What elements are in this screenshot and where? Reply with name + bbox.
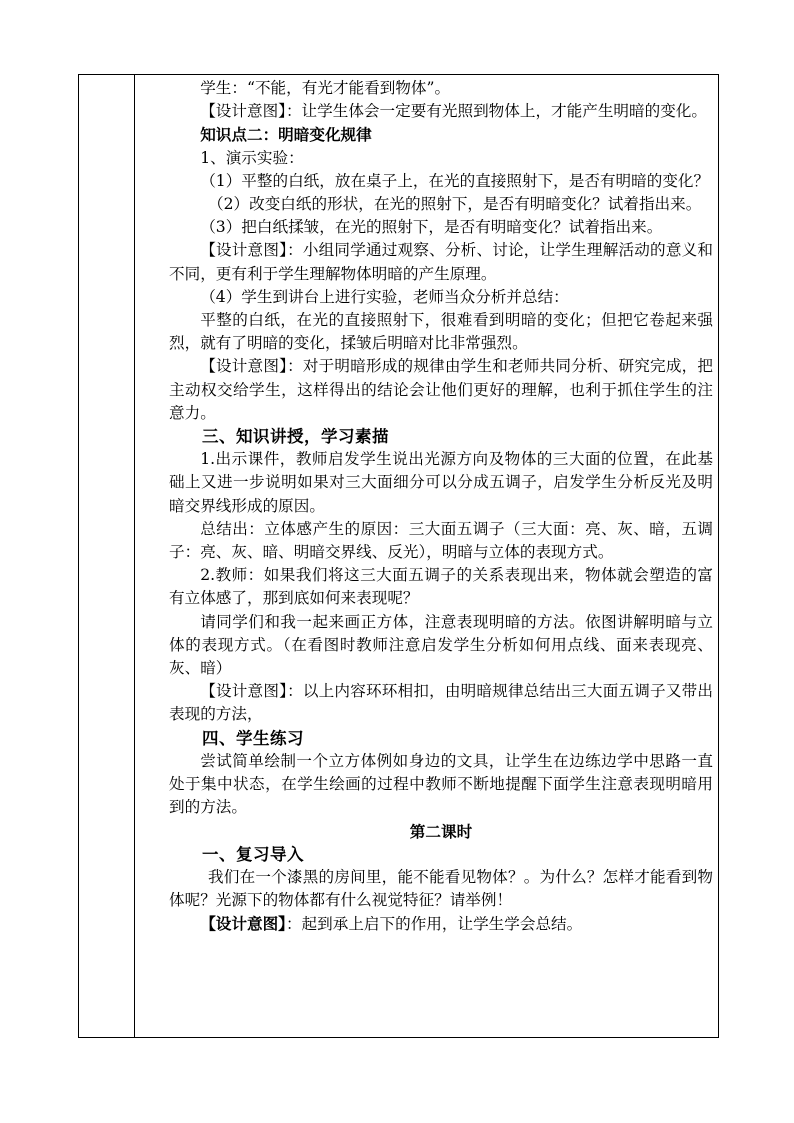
paragraph: 尝试简单绘制一个立方体例如身边的文具，让学生在边练边学中思路一直处于集中状态，在学生绘画的过程中教师不断地提醒下面学生注意表现明暗用到的方法。 xyxy=(169,751,713,817)
paragraph: （1）平整的白纸，放在桌子上，在光的直接照射下，是否有明暗的变化？ xyxy=(200,171,710,190)
paragraph: 总结出：立体感产生的原因：三大面五调子（三大面：亮、灰、暗，五调子：亮、灰、暗、明暗交界线、反光），明暗与立体的表现方式。 xyxy=(169,519,713,562)
lesson-table xyxy=(78,74,719,1038)
design-intent-paragraph xyxy=(169,912,713,936)
lesson-period-title: 第二课时 xyxy=(409,821,473,841)
paragraph: 我们在一个漆黑的房间里，能不能看见物体？。为什么？怎样才能看到物体呢？光源下的物体都有什么视觉特征？请举例！ xyxy=(169,867,713,910)
paragraph: （4）学生到讲台上进行实验，老师当众分析并总结： xyxy=(200,287,569,306)
section-heading: 知识点二：明暗变化规律 xyxy=(200,125,372,145)
lesson-content-cell xyxy=(169,77,713,937)
design-intent-paragraph: 【设计意图】：小组同学通过观察、分析、讨论，让学生理解活动的意义和不同，更有利于学生理解物体明暗的产生原理。 xyxy=(169,241,713,283)
design-intent-paragraph: 【设计意图】：以上内容环环相扣，由明暗规律总结出三大面五调子又带出表现的方法， xyxy=(169,682,713,724)
paragraph: 1.出示课件，教师启发学生说出光源方向及物体的三大面的位置，在此基础上又进一步说明如果对三大面细分可以分成五调子，启发学生分析反光及明暗交界线形成的原因。 xyxy=(169,450,713,515)
paragraph: 请同学们和我一起来画正方体，注意表现明暗的方法。依图讲解明暗与立体的表现方式。（在看图时教师注意启发学生分析如何用点线、面来表现亮、灰、暗） xyxy=(169,612,713,678)
column-divider xyxy=(134,75,135,1037)
paragraph: 1、演示实验： xyxy=(200,148,304,167)
paragraph: 平整的白纸，在光的直接照射下，很难看到明暗的变化；但把它卷起来强烈，就有了明暗的变化，揉皱后明暗对比非常强烈。 xyxy=(169,311,713,353)
design-intent-text: ：起到承上启下的作用，让学生学会总结。 xyxy=(285,915,583,934)
paragraph: 学生：“不能，有光才能看到物体”。 xyxy=(200,79,451,97)
section-heading: 三、知识讲授，学习素描 xyxy=(202,427,389,447)
section-heading: 四、学生练习 xyxy=(202,728,304,748)
design-intent-paragraph: 【设计意图】：让学生体会一定要有光照到物体上，才能产生明暗的变化。 xyxy=(200,102,707,121)
design-intent-paragraph: 【设计意图】：对于明暗形成的规律由学生和老师共同分析、研究完成，把主动权交给学生，这样得出的结论会让他们更好的理解，也利于抓住学生的注意力。 xyxy=(169,357,713,422)
paragraph: （3）把白纸揉皱，在光的照射下，是否有明暗变化？试着指出来。 xyxy=(200,218,663,237)
design-intent-label: 【设计意图】 xyxy=(200,914,286,934)
paragraph: 2.教师：如果我们将这三大面五调子的关系表现出来，物体就会塑造的富有立体感了，那到底如何来表现呢？ xyxy=(169,566,713,608)
section-heading: 一、复习导入 xyxy=(202,844,304,864)
paragraph: （2）改变白纸的形状，在光的照射下，是否有明暗变化？试着指出来。 xyxy=(208,195,702,214)
